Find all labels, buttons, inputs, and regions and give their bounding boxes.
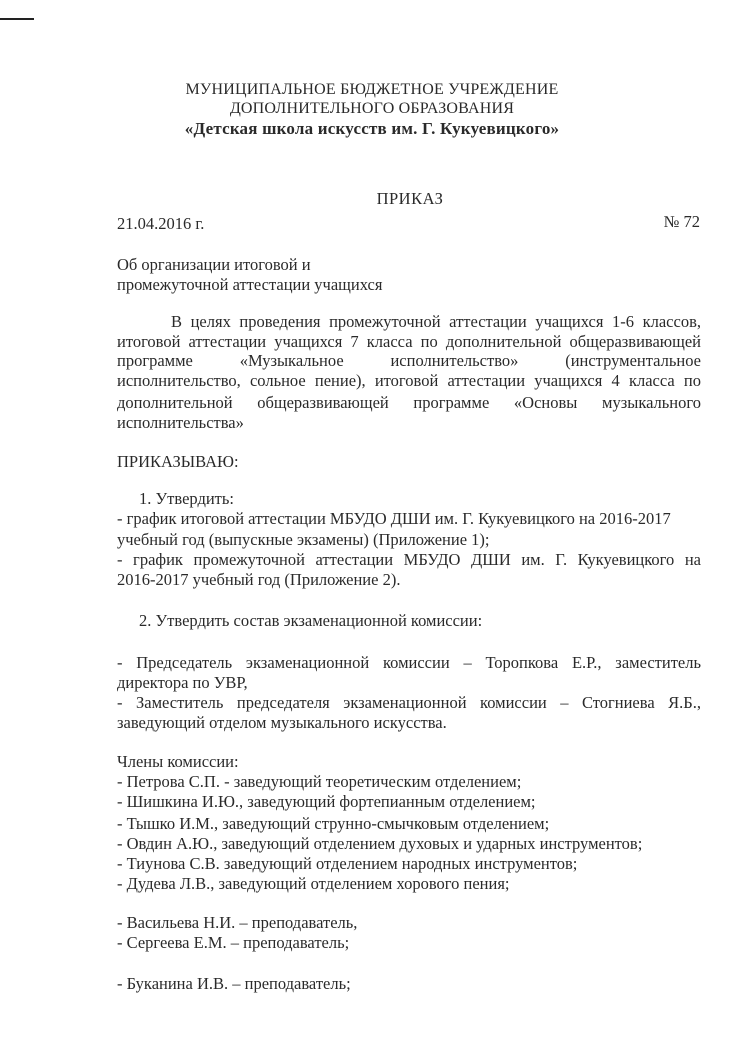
scan-edge-mark — [0, 18, 34, 20]
preamble-line1: В целях проведения промежуточной аттестации учащихся 1-6 классов, — [171, 312, 701, 331]
item1-line2: учебный год (выпускные экзамены) (Приложение 1); — [117, 530, 490, 549]
institution-name-line1: МУНИЦИПАЛЬНОЕ БЮДЖЕТНОЕ УЧРЕЖДЕНИЕ — [185, 81, 559, 98]
teacher-item: - Васильева Н.И. – преподаватель, — [117, 913, 358, 932]
member-item: - Петрова С.П. - заведующий теоретическим отделением; — [117, 772, 522, 791]
subject-line2: промежуточной аттестации учащихся — [117, 275, 383, 294]
teacher-item: - Буканина И.В. – преподаватель; — [117, 974, 351, 993]
item2-heading: 2. Утвердить состав экзаменационной комиссии: — [139, 611, 483, 630]
item1-line4: 2016-2017 учебный год (Приложение 2). — [117, 570, 401, 589]
order-date: 21.04.2016 г. — [117, 214, 205, 233]
member-item: - Тиунова С.В. заведующий отделением народных инструментов; — [117, 854, 578, 873]
preamble-line6: исполнительства» — [117, 413, 244, 432]
item2-vice-line1: - Заместитель председателя экзаменационной комиссии – Стогниева Я.Б., — [117, 693, 701, 712]
preamble-line3: программе «Музыкальное исполнительство» (инструментальное — [117, 351, 701, 370]
teacher-item: - Сергеева Е.М. – преподаватель; — [117, 933, 350, 952]
preamble-line2: итоговой аттестации учащихся 7 класса по дополнительной общеразвивающей — [117, 332, 701, 351]
item2-chair-line2: директора по УВР, — [117, 673, 248, 692]
members-heading: Члены комиссии: — [117, 752, 239, 771]
institution-name-line2: ДОПОЛНИТЕЛЬНОГО ОБРАЗОВАНИЯ — [229, 100, 515, 117]
order-number: № 72 — [663, 212, 700, 231]
order-title: ПРИКАЗ — [376, 189, 444, 208]
item2-vice-line2: заведующий отделом музыкального искусства. — [117, 713, 447, 732]
item1-line3: - график промежуточной аттестации МБУДО ДШИ им. Г. Кукуевицкого на — [117, 550, 701, 569]
decree-word: ПРИКАЗЫВАЮ: — [117, 452, 239, 471]
member-item: - Шишкина И.Ю., заведующий фортепианным отделением; — [117, 792, 536, 811]
member-item: - Овдин А.Ю., заведующий отделением духовых и ударных инструментов; — [117, 834, 643, 853]
item1-heading: 1. Утвердить: — [139, 489, 234, 508]
member-item: - Дудева Л.В., заведующий отделением хорового пения; — [117, 874, 510, 893]
item2-chair-line1: - Председатель экзаменационной комиссии – Торопкова Е.Р., заместитель — [117, 653, 701, 672]
member-item: - Тышко И.М., заведующий струнно-смычковым отделением; — [117, 814, 550, 833]
subject-line1: Об организации итоговой и — [117, 255, 311, 274]
preamble-line4: исполнительство, сольное пение), итоговой аттестации учащихся 4 класса по — [117, 371, 701, 390]
preamble-line5: дополнительной общеразвивающей программе «Основы музыкального — [117, 393, 701, 412]
item1-line1: - график итоговой аттестации МБУДО ДШИ им. Г. Кукуевицкого на 2016-2017 — [117, 509, 671, 528]
institution-name-line3: «Детская школа искусств им. Г. Кукуевицкого» — [184, 119, 560, 138]
